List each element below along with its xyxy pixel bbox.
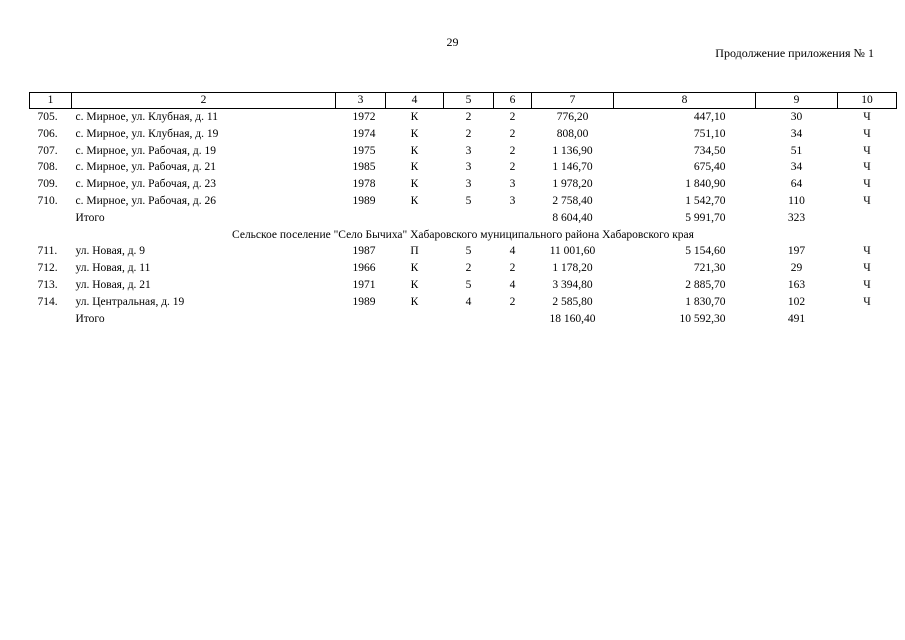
table-cell [386,311,444,328]
table-cell [30,210,72,227]
table-cell: 707. [37,144,58,157]
table-cell [444,311,494,328]
table-cell: Ч [863,111,871,123]
page-number: 29 [446,35,459,49]
table-row [30,243,897,260]
total-value: 8 604,40 [552,211,593,224]
table-cell: Ч [863,245,871,258]
table-cell: 163 [787,278,806,291]
table-cell: 712. [37,262,58,275]
table-cell: 1989 [352,295,376,308]
table-cell: 447,10 [693,111,726,123]
column-header: 9 [756,93,838,109]
table-cell [838,311,897,328]
table-cell: 5 [465,245,472,258]
table-cell: 1 830,70 [685,295,726,308]
table-cell: К [410,262,419,275]
table-cell: К [410,127,419,140]
table-cell: 734,50 [693,144,726,157]
table-cell: 1989 [352,194,376,207]
table-cell: Ч [863,178,871,191]
table-cell: с. Мирное, ул. Рабочая, д. 21 [75,161,216,174]
table-cell: 1966 [352,262,376,275]
column-header: 4 [386,93,444,109]
table-cell: Ч [863,278,871,291]
table-cell: 713. [37,278,58,291]
table-cell: 5 [465,194,472,207]
table-cell: с. Мирное, ул. Рабочая, д. 26 [75,194,216,207]
table-cell [494,210,532,227]
table-row [30,277,897,294]
table-cell: 1972 [352,111,376,123]
table-cell: ул. Новая, д. 9 [75,245,146,258]
table-cell [444,210,494,227]
table-cell: 714. [37,295,58,308]
table-row [30,294,897,311]
table-cell: 2 [509,295,516,308]
table-cell: с. Мирное, ул. Клубная, д. 19 [75,127,219,140]
table-cell: Ч [863,262,871,275]
column-header: 3 [336,93,386,109]
table-cell: 1 136,90 [552,144,593,157]
table-cell: 2 758,40 [552,194,593,207]
section-heading-row [30,227,897,244]
total-value: 10 592,30 [679,312,726,325]
table-cell: 3 [509,194,516,207]
table-cell: 1 840,90 [685,178,726,191]
table-cell: 1971 [352,278,376,291]
table-cell: 808,00 [556,127,589,140]
table-cell: 1 178,20 [552,262,593,275]
table-cell: Ч [863,194,871,207]
table-cell: 34 [790,127,803,140]
total-label: Итого [75,312,105,325]
table-row [30,176,897,193]
table-cell [336,311,386,328]
column-header: 10 [838,93,897,109]
total-value: 18 160,40 [549,312,596,325]
table-cell: 110 [788,194,805,207]
table-cell: 64 [790,178,803,191]
total-label: Итого [75,211,105,224]
column-header: 6 [494,93,532,109]
table-cell: 705. [37,111,58,123]
table-cell: 30 [790,111,803,123]
appendix-note: Продолжение приложения № 1 [715,46,874,60]
table-cell: 2 [465,262,472,275]
table-cell: К [410,194,419,207]
table-cell: Ч [863,144,871,157]
table-row [30,260,897,277]
table-cell: 3 394,80 [552,278,593,291]
housing-registry-table [29,92,897,327]
table-cell: 5 154,60 [685,245,726,258]
table-cell: П [410,245,419,258]
table-cell: с. Мирное, ул. Рабочая, д. 19 [75,144,216,157]
column-header-row [30,93,897,109]
section-heading: Сельское поселение "Село Бычиха" Хабаровского муниципального района Хабаровского края [232,228,694,241]
table-cell: 1985 [352,161,376,174]
table-cell: 197 [787,245,806,258]
table-cell: 2 585,80 [552,295,593,308]
table-cell: 11 001,60 [549,245,596,258]
table-cell: 1 146,70 [552,161,593,174]
table-row [30,159,897,176]
table-row [30,109,897,126]
table-cell: 2 [509,127,516,140]
table-cell: 3 [509,178,516,191]
table-cell: 709. [37,178,58,191]
table-cell: 751,10 [693,127,726,140]
table-cell: 29 [790,262,803,275]
table-cell: 675,40 [693,161,726,174]
table-cell: 2 [509,262,516,275]
table-cell [838,210,897,227]
table-cell [336,210,386,227]
table-cell: 711. [37,245,58,258]
table-cell [30,311,72,328]
table-cell: 51 [790,144,803,157]
table-cell [494,311,532,328]
total-value: 491 [787,312,806,325]
total-row [30,210,897,227]
table-cell: 2 [465,127,472,140]
column-header: 5 [444,93,494,109]
table-cell [386,210,444,227]
table-cell: К [410,178,419,191]
column-header: 8 [614,93,756,109]
table-cell: 721,30 [693,262,726,275]
table-cell: 1987 [352,245,376,258]
table-cell: 3 [465,144,472,157]
column-header: 2 [72,93,336,109]
table-cell: 1978 [352,178,376,191]
table-cell: 1975 [352,144,376,157]
total-value: 5 991,70 [685,211,726,224]
table-cell: ул. Новая, д. 21 [75,278,151,291]
column-header: 1 [30,93,72,109]
table-cell: 102 [787,295,806,308]
table-cell: К [410,111,419,123]
table-cell: 2 885,70 [685,278,726,291]
table-cell: 34 [790,161,803,174]
column-header: 7 [532,93,614,109]
table-cell: 706. [37,127,58,140]
table-cell: 2 [509,161,516,174]
table-cell: Ч [863,127,871,140]
total-row [30,311,897,328]
table-cell: К [410,161,419,174]
table-row [30,126,897,143]
table-row [30,143,897,160]
table-cell: К [410,278,419,291]
table-cell: 3 [465,161,472,174]
table-cell: ул. Новая, д. 11 [75,262,151,275]
table-cell: 5 [465,278,472,291]
table-cell: ул. Центральная, д. 19 [75,295,185,308]
table-cell: 2 [465,111,472,123]
table-cell: 1 542,70 [685,194,726,207]
table-cell: К [410,144,419,157]
table-cell: 710. [37,194,58,207]
table-row [30,193,897,210]
table-cell: 1 978,20 [552,178,593,191]
table-cell: 776,20 [556,111,589,123]
table-cell: К [410,295,419,308]
table-cell: Ч [863,295,871,308]
table-cell: 2 [509,111,516,123]
table-cell: 2 [509,144,516,157]
table-cell: 4 [465,295,472,308]
table-cell: 708. [37,161,58,174]
table-cell: 3 [465,178,472,191]
table-cell: 4 [509,245,516,258]
table-cell: 4 [509,278,516,291]
table-cell: с. Мирное, ул. Рабочая, д. 23 [75,178,216,191]
table-cell: 1974 [352,127,376,140]
total-value: 323 [787,211,806,224]
table-cell: с. Мирное, ул. Клубная, д. 11 [75,111,218,123]
table-cell: Ч [863,161,871,174]
